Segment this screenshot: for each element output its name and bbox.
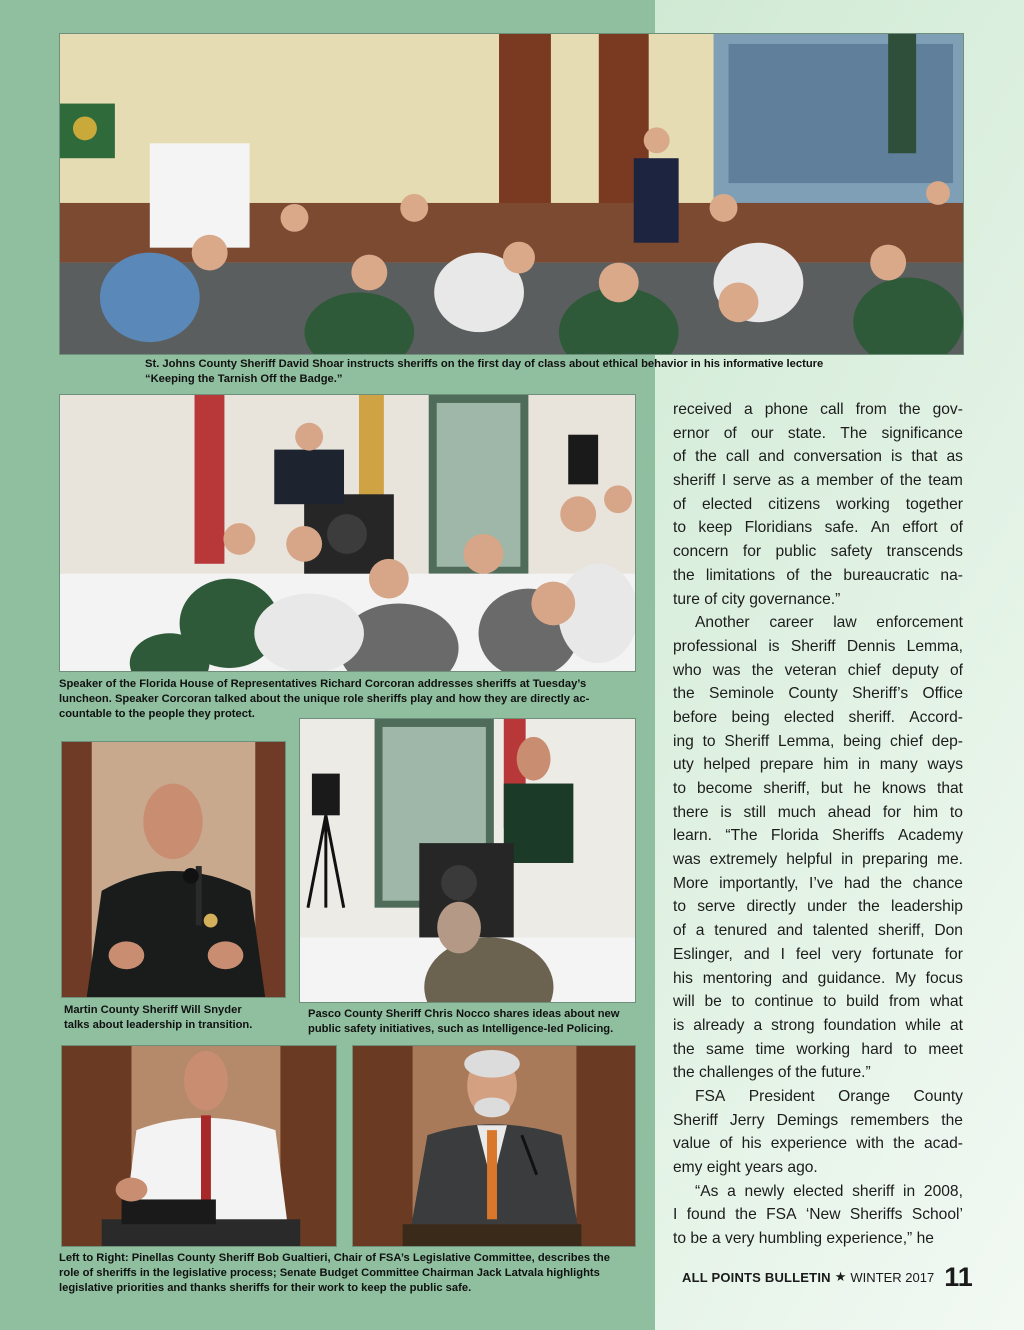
photo-senator-latvala [352,1045,636,1247]
article-word: and [758,448,785,466]
article-word: sheriff [852,1182,895,1200]
article-column [673,398,963,1251]
article-word: become [696,780,753,797]
article-word: Sheriff [673,1111,718,1129]
article-word: what [929,993,963,1011]
article-word: School’ [911,1206,963,1224]
article-word: and [743,945,770,963]
article-line [673,540,963,564]
caption-line: countable to the people they protect. [59,708,255,720]
article-word: the [941,1111,963,1129]
article-word: value [673,1135,711,1153]
article-word: for [944,945,963,963]
article-word: Floridians [744,519,813,537]
article-line [673,1014,963,1038]
article-word: still [743,803,766,821]
article-word: being [731,708,770,726]
article-word: very [831,945,862,963]
article-word: time [755,1040,785,1058]
article-line [673,1109,963,1133]
article-word: directly [746,898,796,916]
article-word: I’ve [809,874,834,892]
caption-line: Martin County Sheriff Will Snyder [64,1004,242,1016]
article-word: to [702,732,716,750]
article-word: hard [861,1040,893,1058]
article-word: veteran [784,661,837,679]
article-word: him [823,756,849,774]
article-word: a [744,401,753,418]
article-line [673,777,963,801]
article-word: prepare [759,756,814,774]
article-word: a [695,922,705,940]
article-word: Seminole [709,685,775,703]
article-line [673,706,963,730]
article-word: is [720,803,732,821]
article-word: and [781,969,808,987]
article-word: of [673,448,687,466]
article-word: ways [927,756,963,774]
article-word: elected [783,708,835,726]
article-word: that [936,780,963,797]
article-word: of [673,922,687,940]
photo-caption-nocco [308,1007,619,1037]
article-word: guidance. [817,969,886,987]
article-word: gov- [932,401,963,418]
article-word: the [858,898,880,916]
article-word: from [888,993,921,1011]
article-word: be [704,993,722,1011]
article-word: much [777,803,816,821]
article-word: “As [695,1182,719,1200]
article-line [673,516,963,540]
article-word: in [857,756,871,774]
article-word: many [879,756,918,774]
article-word: of [880,472,894,490]
article-word: received [673,401,732,418]
article-word: feel [795,945,822,963]
article-word: Orange [838,1087,891,1105]
article-line [673,872,963,896]
article-word: a [800,472,810,490]
article-line: to be a very humbling experience,” he [673,1230,934,1248]
article-word: but [820,780,843,797]
article-word: had [843,874,870,892]
article-word: “The [725,827,758,845]
article-word: Sheriff [724,732,770,750]
article-word: with [856,1135,884,1153]
article-word: knows [881,780,927,797]
article-word: County [788,685,838,703]
article-word: I [721,472,727,490]
article-word: to [673,780,687,797]
article-word: member [816,472,874,490]
star-icon: ★ [834,1269,847,1284]
caption-line: public safety initiatives, such as Intelligence-led Policing. [308,1023,614,1035]
caption-line: Left to Right: Pinellas County Sheriff Bob Gualtieri, Chair of FSA’s Legislative Committee, describes the [59,1252,610,1264]
article-word: to [673,898,687,916]
page-number: 11 [944,1261,973,1292]
article-word: Don [934,922,963,940]
article-word: dep- [931,732,963,750]
article-word: effort [902,519,938,537]
article-word: he [853,780,871,797]
article-word: sheriff, [878,922,925,940]
article-word: Another [695,614,750,632]
article-word: An [870,519,890,537]
article-word: transcends [886,543,963,561]
article-word: ernor [673,424,710,442]
article-word: career [769,614,814,632]
article-word: the [899,472,922,490]
article-word: the [695,448,717,466]
photo-classroom-lecture [59,33,964,355]
article-word: there [673,803,709,821]
article-word: who [673,661,702,679]
article-word: same [706,1040,745,1058]
article-word: ‘New [805,1206,841,1224]
article-word: working [836,495,890,513]
article-word: Eslinger, [673,945,733,963]
caption-line: “Keeping the Tarnish Off the Badge.” [145,373,343,385]
article-word: from [855,401,887,418]
article-word: the [673,1040,695,1058]
article-word: The [840,424,868,442]
article-word: is [891,448,903,466]
photo-sheriff-nocco [299,718,636,1003]
article-word: the [810,566,833,584]
article-line [673,1203,963,1227]
page-footer [682,1262,973,1292]
article-word: County [913,1087,963,1105]
article-line [673,611,963,635]
article-word: me. [937,851,963,869]
article-word: I [673,1206,678,1224]
article-word: Lemma, [906,637,963,655]
article-word: in [903,1182,916,1200]
article-word: tenured [714,922,768,940]
article-word: already [693,1016,745,1034]
article-word: na- [940,566,963,584]
article-word: team [928,472,963,490]
article-line [673,398,963,422]
article-word: sheriff [673,472,716,490]
photo-caption-snyder [64,1003,252,1033]
article-word: Academy [897,827,963,845]
article-word: a [727,1182,736,1200]
article-line: ture of city governance.” [673,590,841,608]
issue-label: WINTER 2017 [850,1269,935,1285]
article-word: Demings [776,1111,839,1129]
article-word: under [807,898,847,916]
caption-line: Speaker of the Florida House of Representatives Richard Corcoran addresses sheriffs at Tuesday’s [59,678,587,690]
photo-caption-gualtieri-latvala [59,1251,610,1296]
article-line [673,967,963,991]
article-line: the challenges of the future.” [673,1064,871,1082]
article-word: working [796,1040,851,1058]
caption-line: St. Johns County Sheriff David Shoar instructs sheriffs on the first day of class about ethical behavior in his informative lecture [145,358,824,370]
article-word: for [882,803,902,821]
article-word: is [673,1016,685,1034]
article-word: public [775,543,817,561]
article-word: meet [928,1040,963,1058]
article-word: being [843,732,882,750]
article-word: keep [698,519,733,537]
article-word: together [905,495,963,513]
article-word: to [673,519,687,537]
photo-speaker-corcoran [59,394,636,672]
article-word: found [686,1206,726,1224]
article-word: was [712,661,741,679]
article-word: for [742,543,762,561]
article-word: concern [673,543,729,561]
article-word: was [673,851,701,869]
article-word: in [841,851,854,869]
article-word: the [735,1206,757,1224]
article-word: to [903,1040,917,1058]
article-word: helpful [786,851,833,869]
article-word: learn. [673,827,713,845]
article-word: serve [732,472,772,490]
article-word: Lemma, [777,732,835,750]
article-word: acad- [923,1135,963,1153]
article-word: the [673,685,695,703]
article-word: safety [830,543,873,561]
article-word: deputy [891,661,939,679]
article-word: of [949,661,963,679]
article-word: ing [673,732,694,750]
article-word: at [949,1016,963,1034]
article-word: law [833,614,857,632]
article-word: mentoring [702,969,773,987]
article-word: elected [793,1182,844,1200]
article-word: professional [673,637,758,655]
article-word: enforcement [876,614,963,632]
article-word: elected [701,495,753,513]
article-word: continue [754,993,814,1011]
photo-sheriff-snyder [61,741,286,998]
article-word: limitations [705,566,776,584]
article-word: while [905,1016,941,1034]
article-word: extremely [709,851,778,869]
article-line [673,1180,963,1204]
article-word: call [725,448,750,466]
article-word: Dennis [846,637,896,655]
photo-sheriff-gualtieri [61,1045,337,1247]
caption-line: Pasco County Sheriff Chris Nocco shares ideas about new [308,1008,620,1020]
caption-line: talks about leadership in transition. [64,1019,253,1031]
article-word: chief [847,661,881,679]
article-word: Sheriff [790,637,836,655]
article-line [673,469,963,493]
article-line [673,493,963,517]
article-word: is [768,637,780,655]
article-word: of [673,495,687,513]
article-word: to [731,993,745,1011]
article-word: the [893,1135,915,1153]
article-line [673,422,963,446]
article-word: leadership [891,898,963,916]
article-word: of [723,424,737,442]
article-line [673,801,963,825]
article-word: foundation [823,1016,897,1034]
article-word: talented [812,922,869,940]
article-word: I [780,945,785,963]
article-word: phone [764,401,809,418]
caption-line: legislative priorities and thanks sheriffs for their work to keep the public safe. [59,1282,472,1294]
article-word: him [912,803,939,821]
article-word: of [949,519,963,537]
article-word: experience [770,1135,848,1153]
article-word: that [911,448,938,466]
article-line [673,943,963,967]
photo-caption-corcoran [59,677,589,722]
article-word: sheriff. [848,708,895,726]
article-word: strong [771,1016,815,1034]
article-word: Sheriff’s [852,685,909,703]
article-line [673,730,963,754]
article-word: Sheriffs [849,1206,903,1224]
article-line [673,919,963,943]
article-word: build [846,993,880,1011]
article-word: ahead [827,803,872,821]
article-word: before [673,708,718,726]
article-word: call [820,401,844,418]
article-line [673,848,963,872]
article-word: bureaucratic [843,566,930,584]
article-line [673,1038,963,1062]
article-line [673,1132,963,1156]
article-line [673,990,963,1014]
caption-line: role of sheriffs in the legislative process; Senate Budget Committee Chairman Jack Latvala highlights [59,1267,600,1279]
article-line [673,1085,963,1109]
article-word: focus [925,969,963,987]
article-line [673,824,963,848]
article-word: helped [703,756,751,774]
article-word: Accord- [909,708,963,726]
article-word: citizens [768,495,821,513]
article-word: Sheriffs [831,827,885,845]
article-line [673,682,963,706]
article-word: My [895,969,916,987]
article-word: safe. [824,519,859,537]
article-line [673,445,963,469]
article-word: 2008, [923,1182,963,1200]
caption-line: luncheon. Speaker Corcoran talked about the unique role sheriffs play and how they are directly ac- [59,693,590,705]
article-word: FSA [695,1087,726,1105]
article-word: conversation [793,448,882,466]
article-line [673,635,963,659]
article-word: and [776,922,803,940]
article-line [673,753,963,777]
article-word: importantly, [719,874,799,892]
article-word: remembers [850,1111,930,1129]
photo-caption-classroom [145,357,823,387]
article-word: the [673,566,695,584]
article-word: Florida [770,827,819,845]
publication-name: ALL POINTS BULLETIN [682,1269,831,1285]
article-word: his [741,1135,762,1153]
article-word: the [751,661,774,679]
article-word: our [751,424,774,442]
article-word: newly [744,1182,785,1200]
article-word: of [719,1135,733,1153]
article-word: to [823,993,837,1011]
article-word: serve [697,898,736,916]
article-word: a [753,1016,763,1034]
article-word: More [673,874,709,892]
article-line [673,659,963,683]
article-word: uty [673,756,694,774]
article-word: fortunate [872,945,934,963]
article-word: as [777,472,795,490]
article-word: chief [890,732,923,750]
article-word: President [748,1087,815,1105]
article-word: the [898,401,921,418]
article-word: his [673,969,693,987]
article-word: will [673,993,695,1011]
article-word: as [946,448,963,466]
article-line [673,895,963,919]
article-word: to [949,803,963,821]
article-word: preparing [862,851,929,869]
article-word: the [880,874,903,892]
article-word: sheriff, [763,780,810,797]
article-word: of [786,566,800,584]
article-word: significance [881,424,963,442]
article-line [673,564,963,588]
article-word: Jerry [729,1111,765,1129]
article-word: Office [922,685,963,703]
article-line: emy eight years ago. [673,1159,818,1176]
article-word: chance [912,874,963,892]
article-word: state. [787,424,826,442]
article-word: FSA [766,1206,797,1224]
